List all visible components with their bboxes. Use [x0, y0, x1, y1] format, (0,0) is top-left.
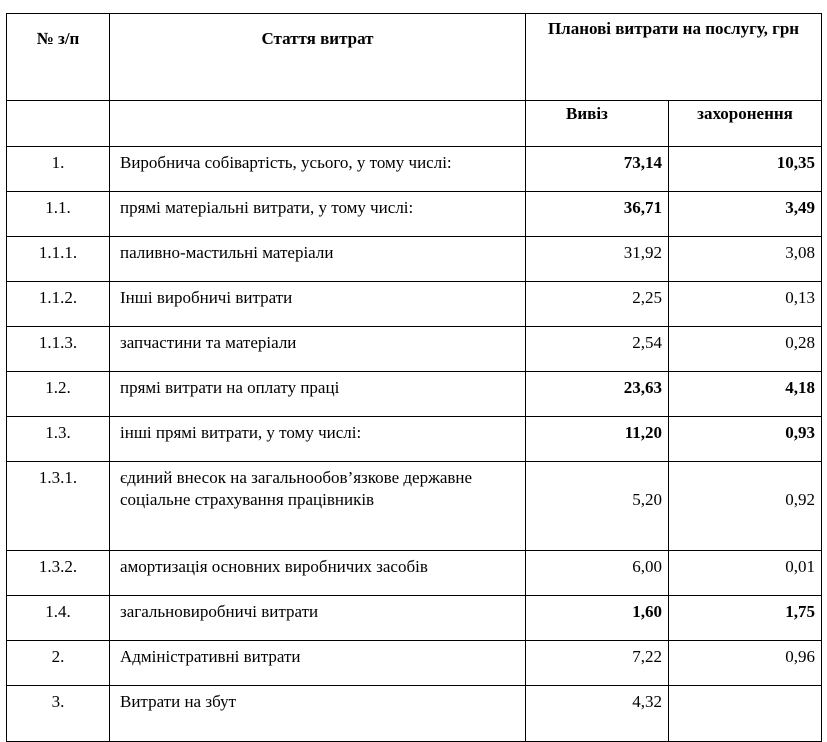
- table-row: [7, 462, 822, 551]
- row-cost-item: Адміністративні витрати: [110, 641, 526, 686]
- table-row: [7, 551, 822, 596]
- row-burial-value: 10,35: [669, 147, 822, 192]
- row-export-value: 1,60: [526, 596, 669, 641]
- table-row: [7, 372, 822, 417]
- table-row: [7, 686, 822, 742]
- row-export-value: 23,63: [526, 372, 669, 417]
- row-export-value: 73,14: [526, 147, 669, 192]
- row-export-value: 6,00: [526, 551, 669, 596]
- row-cost-item: єдиний внесок на загальнообов’язкове державне соціальне страхування працівників: [110, 462, 526, 551]
- row-cost-item: прямі витрати на оплату праці: [110, 372, 526, 417]
- row-number: 3.: [7, 686, 110, 742]
- row-cost-item: інші прямі витрати, у тому числі:: [110, 417, 526, 462]
- row-number: 1.3.2.: [7, 551, 110, 596]
- row-burial-value: 0,96: [669, 641, 822, 686]
- row-number: 1.: [7, 147, 110, 192]
- table-row: [7, 417, 822, 462]
- row-number: 1.2.: [7, 372, 110, 417]
- header-planned-costs: Планові витрати на послугу, грн: [526, 14, 822, 101]
- row-cost-item: амортизація основних виробничих засобів: [110, 551, 526, 596]
- row-number: 1.1.1.: [7, 237, 110, 282]
- row-number: 1.3.1.: [7, 462, 110, 551]
- row-export-value: 11,20: [526, 417, 669, 462]
- row-number: 2.: [7, 641, 110, 686]
- row-cost-item: запчастини та матеріали: [110, 327, 526, 372]
- row-cost-item: Витрати на збут: [110, 686, 526, 742]
- row-number: 1.3.: [7, 417, 110, 462]
- subheader-export: Вивіз: [526, 101, 669, 147]
- row-export-value: 2,54: [526, 327, 669, 372]
- row-burial-value: [669, 686, 822, 742]
- row-burial-value: 0,28: [669, 327, 822, 372]
- row-export-value: 36,71: [526, 192, 669, 237]
- table-row: [7, 147, 822, 192]
- row-burial-value: 0,13: [669, 282, 822, 327]
- row-export-value: 2,25: [526, 282, 669, 327]
- row-burial-value: 0,92: [669, 462, 822, 551]
- row-cost-item: прямі матеріальні витрати, у тому числі:: [110, 192, 526, 237]
- header-cost-item: Стаття витрат: [110, 14, 526, 101]
- table-row: [7, 327, 822, 372]
- row-burial-value: 0,93: [669, 417, 822, 462]
- row-cost-item: паливно-мастильні матеріали: [110, 237, 526, 282]
- table-row: [7, 192, 822, 237]
- row-cost-item: Виробнича собівартість, усього, у тому числі:: [110, 147, 526, 192]
- row-burial-value: 3,49: [669, 192, 822, 237]
- row-number: 1.4.: [7, 596, 110, 641]
- row-number: 1.1.: [7, 192, 110, 237]
- row-export-value: 7,22: [526, 641, 669, 686]
- table-row: [7, 641, 822, 686]
- subheader-empty-1: [7, 101, 110, 147]
- row-cost-item: Інші виробничі витрати: [110, 282, 526, 327]
- header-number: № з/п: [7, 14, 110, 101]
- row-cost-item: загальновиробничі витрати: [110, 596, 526, 641]
- subheader-burial: захоронення: [669, 101, 822, 147]
- row-export-value: 4,32: [526, 686, 669, 742]
- row-burial-value: 3,08: [669, 237, 822, 282]
- row-export-value: 31,92: [526, 237, 669, 282]
- row-number: 1.1.3.: [7, 327, 110, 372]
- table-row: [7, 596, 822, 641]
- cost-table: [6, 13, 822, 742]
- row-export-value: 5,20: [526, 462, 669, 551]
- row-burial-value: 4,18: [669, 372, 822, 417]
- row-burial-value: 0,01: [669, 551, 822, 596]
- table-subheader-row: [7, 101, 822, 147]
- table-row: [7, 282, 822, 327]
- table-row: [7, 237, 822, 282]
- row-number: 1.1.2.: [7, 282, 110, 327]
- table-header-row: [7, 14, 822, 101]
- row-burial-value: 1,75: [669, 596, 822, 641]
- subheader-empty-2: [110, 101, 526, 147]
